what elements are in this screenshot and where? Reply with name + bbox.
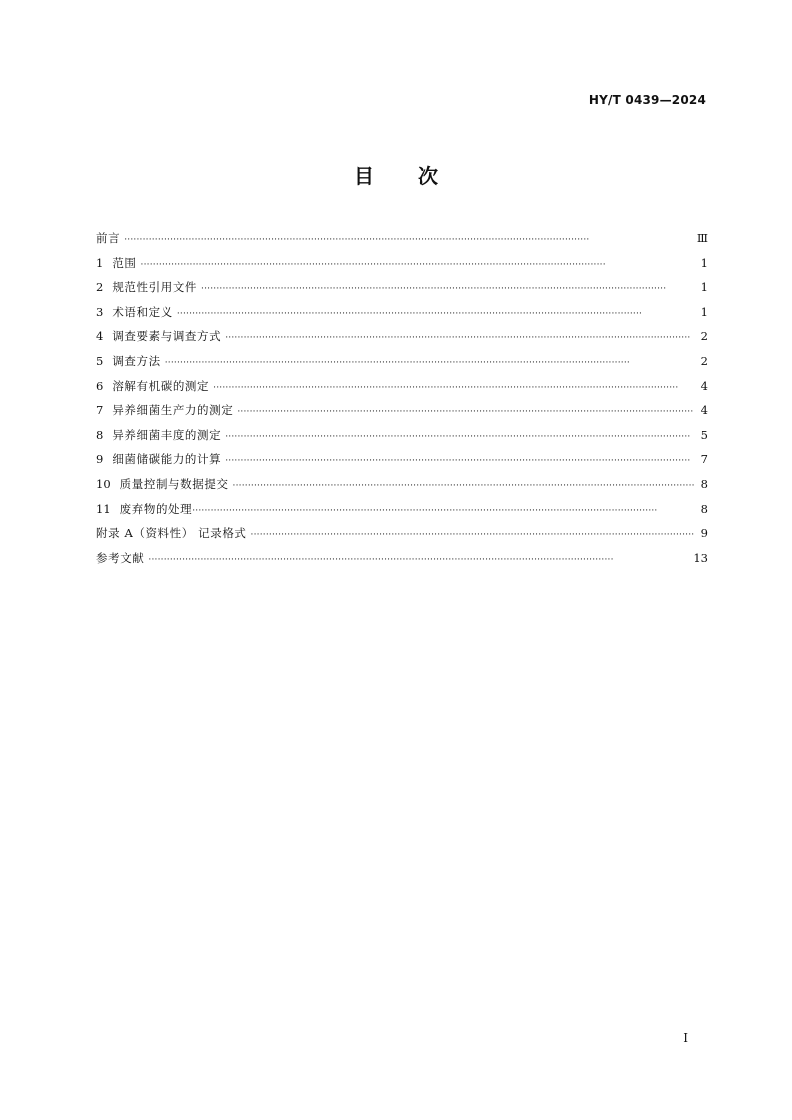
- toc-entry-number: 2: [96, 280, 104, 295]
- toc-entry-number: 3: [96, 304, 104, 319]
- toc-entry-2[interactable]: [96, 275, 708, 300]
- toc-entry-page: 1: [700, 280, 708, 295]
- toc-entry-label: 规范性引用文件: [112, 280, 198, 295]
- toc-entry-page: 8: [700, 476, 708, 491]
- toc-entry-page: 8: [700, 501, 708, 516]
- toc-entry-1[interactable]: [96, 251, 708, 276]
- standard-code: HY/T 0439—2024: [588, 93, 706, 107]
- toc-entry-3[interactable]: [96, 300, 708, 325]
- toc-entry-label: 前言: [96, 231, 121, 245]
- toc-entry-10[interactable]: [96, 472, 708, 497]
- toc-entry-page: 9: [700, 526, 708, 541]
- toc-leader-dots: [213, 376, 694, 401]
- toc-entry-page: 13: [693, 550, 708, 565]
- toc-entry-number: 7: [96, 403, 104, 418]
- toc-entry-label: 参考文献: [96, 550, 145, 565]
- toc-entry-page: 1: [700, 304, 708, 319]
- table-of-contents: [96, 226, 708, 570]
- toc-entry-label: 调查要素与调查方式: [112, 329, 222, 344]
- toc-leader-dots: [148, 548, 689, 573]
- toc-leader-dots: [251, 523, 694, 548]
- toc-entry-label: 细菌储碳能力的计算: [112, 452, 222, 467]
- toc-entry-8[interactable]: [96, 423, 708, 448]
- toc-entry-page: Ⅲ: [696, 231, 708, 245]
- toc-entry-page: 4: [700, 378, 708, 393]
- toc-entry-number: 6: [96, 378, 104, 393]
- toc-entry-number: 10: [96, 476, 111, 491]
- toc-entry-label: 附录 A（资料性） 记录格式: [96, 526, 247, 541]
- toc-entry-label: 异养细菌丰度的测定: [112, 427, 222, 442]
- toc-entry-page: 2: [700, 329, 708, 344]
- toc-entry-5[interactable]: [96, 349, 708, 374]
- toc-entry-label: 溶解有机碳的测定: [112, 378, 210, 393]
- toc-leader-dots: [237, 400, 694, 425]
- toc-title: 目次: [354, 164, 482, 188]
- toc-leader-dots: [165, 351, 694, 376]
- toc-entry-number: 11: [96, 501, 111, 516]
- toc-entry-label: 范围: [112, 255, 137, 270]
- toc-entry-page: 4: [700, 403, 708, 418]
- toc-leader-dots: [124, 228, 693, 253]
- toc-entry-page: 1: [700, 255, 708, 270]
- toc-entry-foreword[interactable]: [96, 226, 708, 251]
- toc-entry-appendix-a[interactable]: [96, 521, 708, 546]
- toc-entry-number: 8: [96, 427, 104, 442]
- toc-entry-number: 5: [96, 353, 104, 368]
- toc-leader-dots: [201, 277, 694, 302]
- toc-entry-7[interactable]: [96, 398, 708, 423]
- toc-entry-number: 4: [96, 329, 104, 344]
- toc-entry-9[interactable]: [96, 447, 708, 472]
- toc-entry-label: 废弃物的处理: [119, 501, 193, 516]
- toc-entry-number: 9: [96, 452, 104, 467]
- toc-leader-dots: [192, 499, 694, 524]
- toc-entry-11[interactable]: [96, 497, 708, 522]
- toc-entry-4[interactable]: [96, 324, 708, 349]
- toc-entry-page: 2: [700, 353, 708, 368]
- toc-entry-6[interactable]: [96, 374, 708, 399]
- toc-leader-dots: [141, 253, 694, 278]
- toc-entry-references[interactable]: [96, 546, 708, 571]
- page-number: I: [683, 1031, 688, 1045]
- toc-leader-dots: [225, 425, 694, 450]
- toc-entry-label: 异养细菌生产力的测定: [112, 403, 234, 418]
- toc-leader-dots: [225, 449, 694, 474]
- toc-entry-label: 质量控制与数据提交: [119, 476, 229, 491]
- toc-leader-dots: [233, 474, 694, 499]
- toc-entry-number: 1: [96, 255, 104, 270]
- toc-entry-label: 术语和定义: [112, 304, 173, 319]
- toc-leader-dots: [177, 302, 694, 327]
- toc-entry-label: 调查方法: [112, 353, 161, 368]
- toc-entry-page: 5: [700, 427, 708, 442]
- toc-leader-dots: [225, 326, 694, 351]
- toc-entry-page: 7: [700, 452, 708, 467]
